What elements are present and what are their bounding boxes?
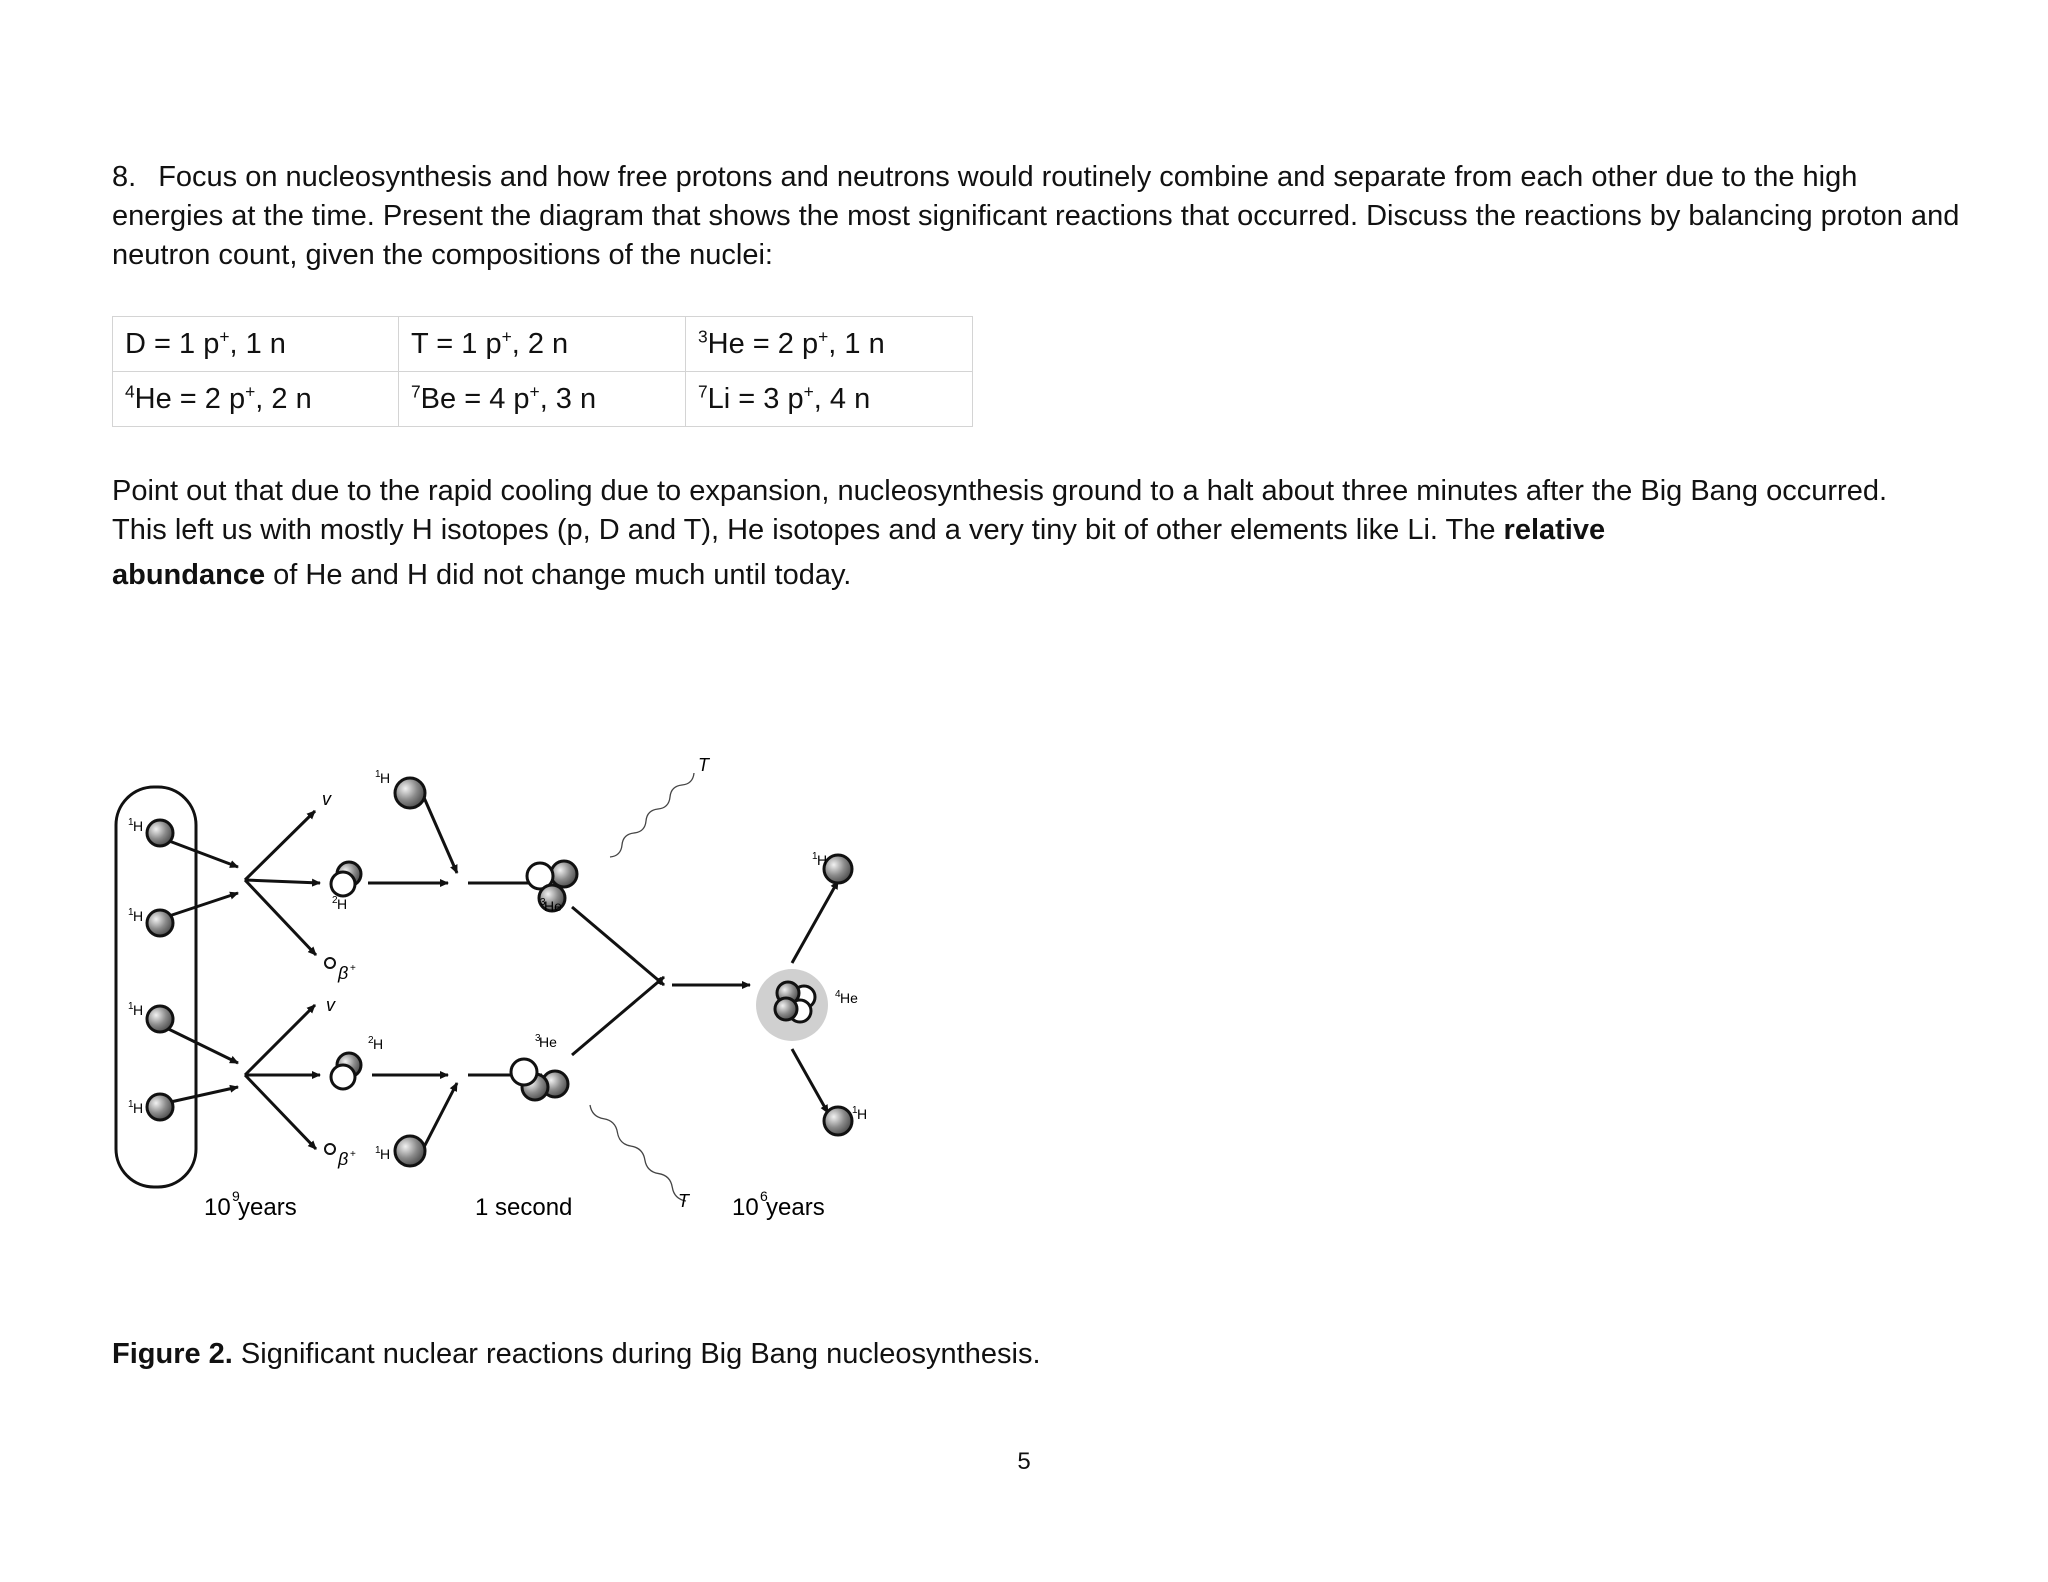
- table-row: [113, 317, 973, 372]
- positrons: [325, 958, 335, 1154]
- svg-text:10: 10: [732, 1194, 759, 1221]
- svg-text:H: H: [380, 1146, 391, 1162]
- table-cell: T = 1 p+, 2 n: [399, 317, 686, 372]
- svg-text:+: +: [350, 963, 356, 974]
- reaction-arrow: [422, 1083, 457, 1151]
- reaction-arrow: [245, 1005, 315, 1075]
- reaction-arrow: [245, 811, 315, 880]
- timescale-label: [732, 1188, 825, 1221]
- proton: [824, 855, 852, 883]
- positron-label: [337, 1149, 356, 1169]
- proton: [147, 820, 173, 846]
- svg-text:H: H: [857, 1106, 868, 1122]
- svg-text:6: 6: [760, 1188, 768, 1204]
- label-1H: [812, 851, 827, 868]
- positron: [325, 958, 335, 968]
- svg-text:2: 2: [332, 895, 338, 906]
- reaction-arrow: [792, 1049, 828, 1113]
- svg-text:H: H: [133, 818, 144, 834]
- svg-text:H: H: [337, 896, 348, 912]
- page-number: 5: [1017, 1448, 1031, 1475]
- proton: [775, 998, 797, 1020]
- label-4He: [835, 989, 858, 1006]
- svg-text:3: 3: [535, 1033, 541, 1044]
- svg-text:1: 1: [852, 1105, 858, 1116]
- svg-text:β: β: [338, 1149, 349, 1169]
- table-row: [113, 372, 973, 427]
- bold-term: abundance: [112, 559, 266, 591]
- bold-term: relative: [1503, 514, 1606, 546]
- svg-text:He: He: [539, 1034, 557, 1050]
- proton: [395, 778, 425, 808]
- label-1H: [375, 769, 390, 786]
- gamma-label: T: [698, 755, 709, 775]
- neutrino-label: v: [322, 789, 331, 809]
- proton: [147, 910, 173, 936]
- reaction-arrow: [572, 907, 664, 985]
- caption-text: Significant nuclear reactions during Big Bang nucleosynthesis.: [232, 1338, 1041, 1370]
- svg-text:4: 4: [835, 989, 841, 1000]
- svg-text:years: years: [766, 1194, 825, 1221]
- label-2H: [332, 895, 347, 912]
- svg-text:9: 9: [232, 1188, 240, 1204]
- label-1H: [375, 1145, 390, 1162]
- svg-text:1: 1: [375, 769, 381, 780]
- figure-caption: [112, 1335, 1041, 1374]
- positron: [325, 1144, 335, 1154]
- label-1H: [128, 1099, 143, 1116]
- question-8: [112, 158, 1972, 275]
- svg-text:1: 1: [812, 851, 818, 862]
- gamma-wave: [610, 773, 694, 857]
- svg-text:10: 10: [204, 1194, 231, 1221]
- timescale-label: 1 second: [475, 1194, 573, 1221]
- table-cell: $^4$He = 2 p+, 2 n: [113, 372, 399, 427]
- figure-labels: [128, 755, 867, 1221]
- proton: [824, 1107, 852, 1135]
- label-1H: [852, 1105, 867, 1122]
- label-2H: [368, 1035, 383, 1052]
- reaction-arrow: [572, 977, 664, 1055]
- table-cell: $^7$Be = 4 p+, 3 n: [399, 372, 686, 427]
- label-1H: [128, 1001, 143, 1018]
- label-3He: [540, 897, 562, 914]
- gamma-waves: [590, 773, 694, 1201]
- proton: [551, 861, 577, 887]
- nuclei-composition-table: [112, 316, 973, 427]
- neutron: [331, 1065, 355, 1089]
- svg-text:H: H: [380, 770, 391, 786]
- reaction-arrow: [245, 880, 316, 955]
- reaction-arrow: [792, 881, 838, 963]
- svg-text:1: 1: [375, 1145, 381, 1156]
- svg-text:He: He: [840, 990, 858, 1006]
- svg-text:2: 2: [368, 1035, 374, 1046]
- svg-text:H: H: [133, 1002, 144, 1018]
- gamma-wave: [590, 1105, 686, 1201]
- label-1H: [128, 817, 143, 834]
- label-1H: [128, 907, 143, 924]
- reaction-arrow: [245, 1075, 316, 1149]
- neutron: [511, 1059, 537, 1085]
- positron-label: [337, 963, 356, 983]
- label-3He: [535, 1033, 557, 1050]
- svg-text:1: 1: [128, 907, 134, 918]
- svg-text:years: years: [238, 1194, 297, 1221]
- svg-text:H: H: [373, 1036, 384, 1052]
- caption-label: Figure 2.: [112, 1338, 233, 1370]
- svg-text:H: H: [133, 1100, 144, 1116]
- svg-text:+: +: [350, 1149, 356, 1160]
- neutron: [331, 872, 355, 896]
- table-cell: $^3$He = 2 p+, 1 n: [686, 317, 973, 372]
- proton: [147, 1006, 173, 1032]
- svg-text:H: H: [133, 908, 144, 924]
- table-cell: $^7$Li = 3 p+, 4 n: [686, 372, 973, 427]
- reaction-arrow: [245, 880, 320, 883]
- svg-text:H: H: [817, 852, 828, 868]
- reaction-arrows: [148, 793, 838, 1151]
- neutrino-label: v: [326, 995, 335, 1015]
- proton: [395, 1136, 425, 1166]
- proton: [147, 1094, 173, 1120]
- svg-text:1: 1: [128, 1001, 134, 1012]
- svg-text:1: 1: [128, 817, 134, 828]
- explanation-paragraph: Point out that due to the rapid cooling due to expansion, nucleosynthesis ground to a halt about three minutes after the Big Bang occurred. This left us with mostly H isotopes (p, D and T), He isotopes and a very tiny bit of other elements like Li. The relative abundance of He and H did not change much until today.: [112, 475, 1888, 591]
- svg-text:1: 1: [128, 1099, 134, 1110]
- reaction-arrow: [422, 793, 457, 873]
- gamma-label: T: [678, 1191, 689, 1211]
- nucleosynthesis-diagram: [110, 745, 890, 1225]
- svg-text:3: 3: [540, 897, 546, 908]
- svg-text:He: He: [544, 898, 562, 914]
- nucleons: [147, 778, 852, 1166]
- question-text: Focus on nucleosynthesis and how free protons and neutrons would routinely combine and separate from each other due to the high energies at the time. Present the diagram that shows the most significant reactions that occurred. Discuss the reactions by balancing proton and neutron count, given the compositions of the nuclei:: [112, 161, 1960, 271]
- timescale-label: [204, 1188, 297, 1221]
- svg-text:β: β: [338, 963, 349, 983]
- question-number: 8.: [112, 161, 137, 193]
- table-cell: D = 1 p+, 1 n: [113, 317, 399, 372]
